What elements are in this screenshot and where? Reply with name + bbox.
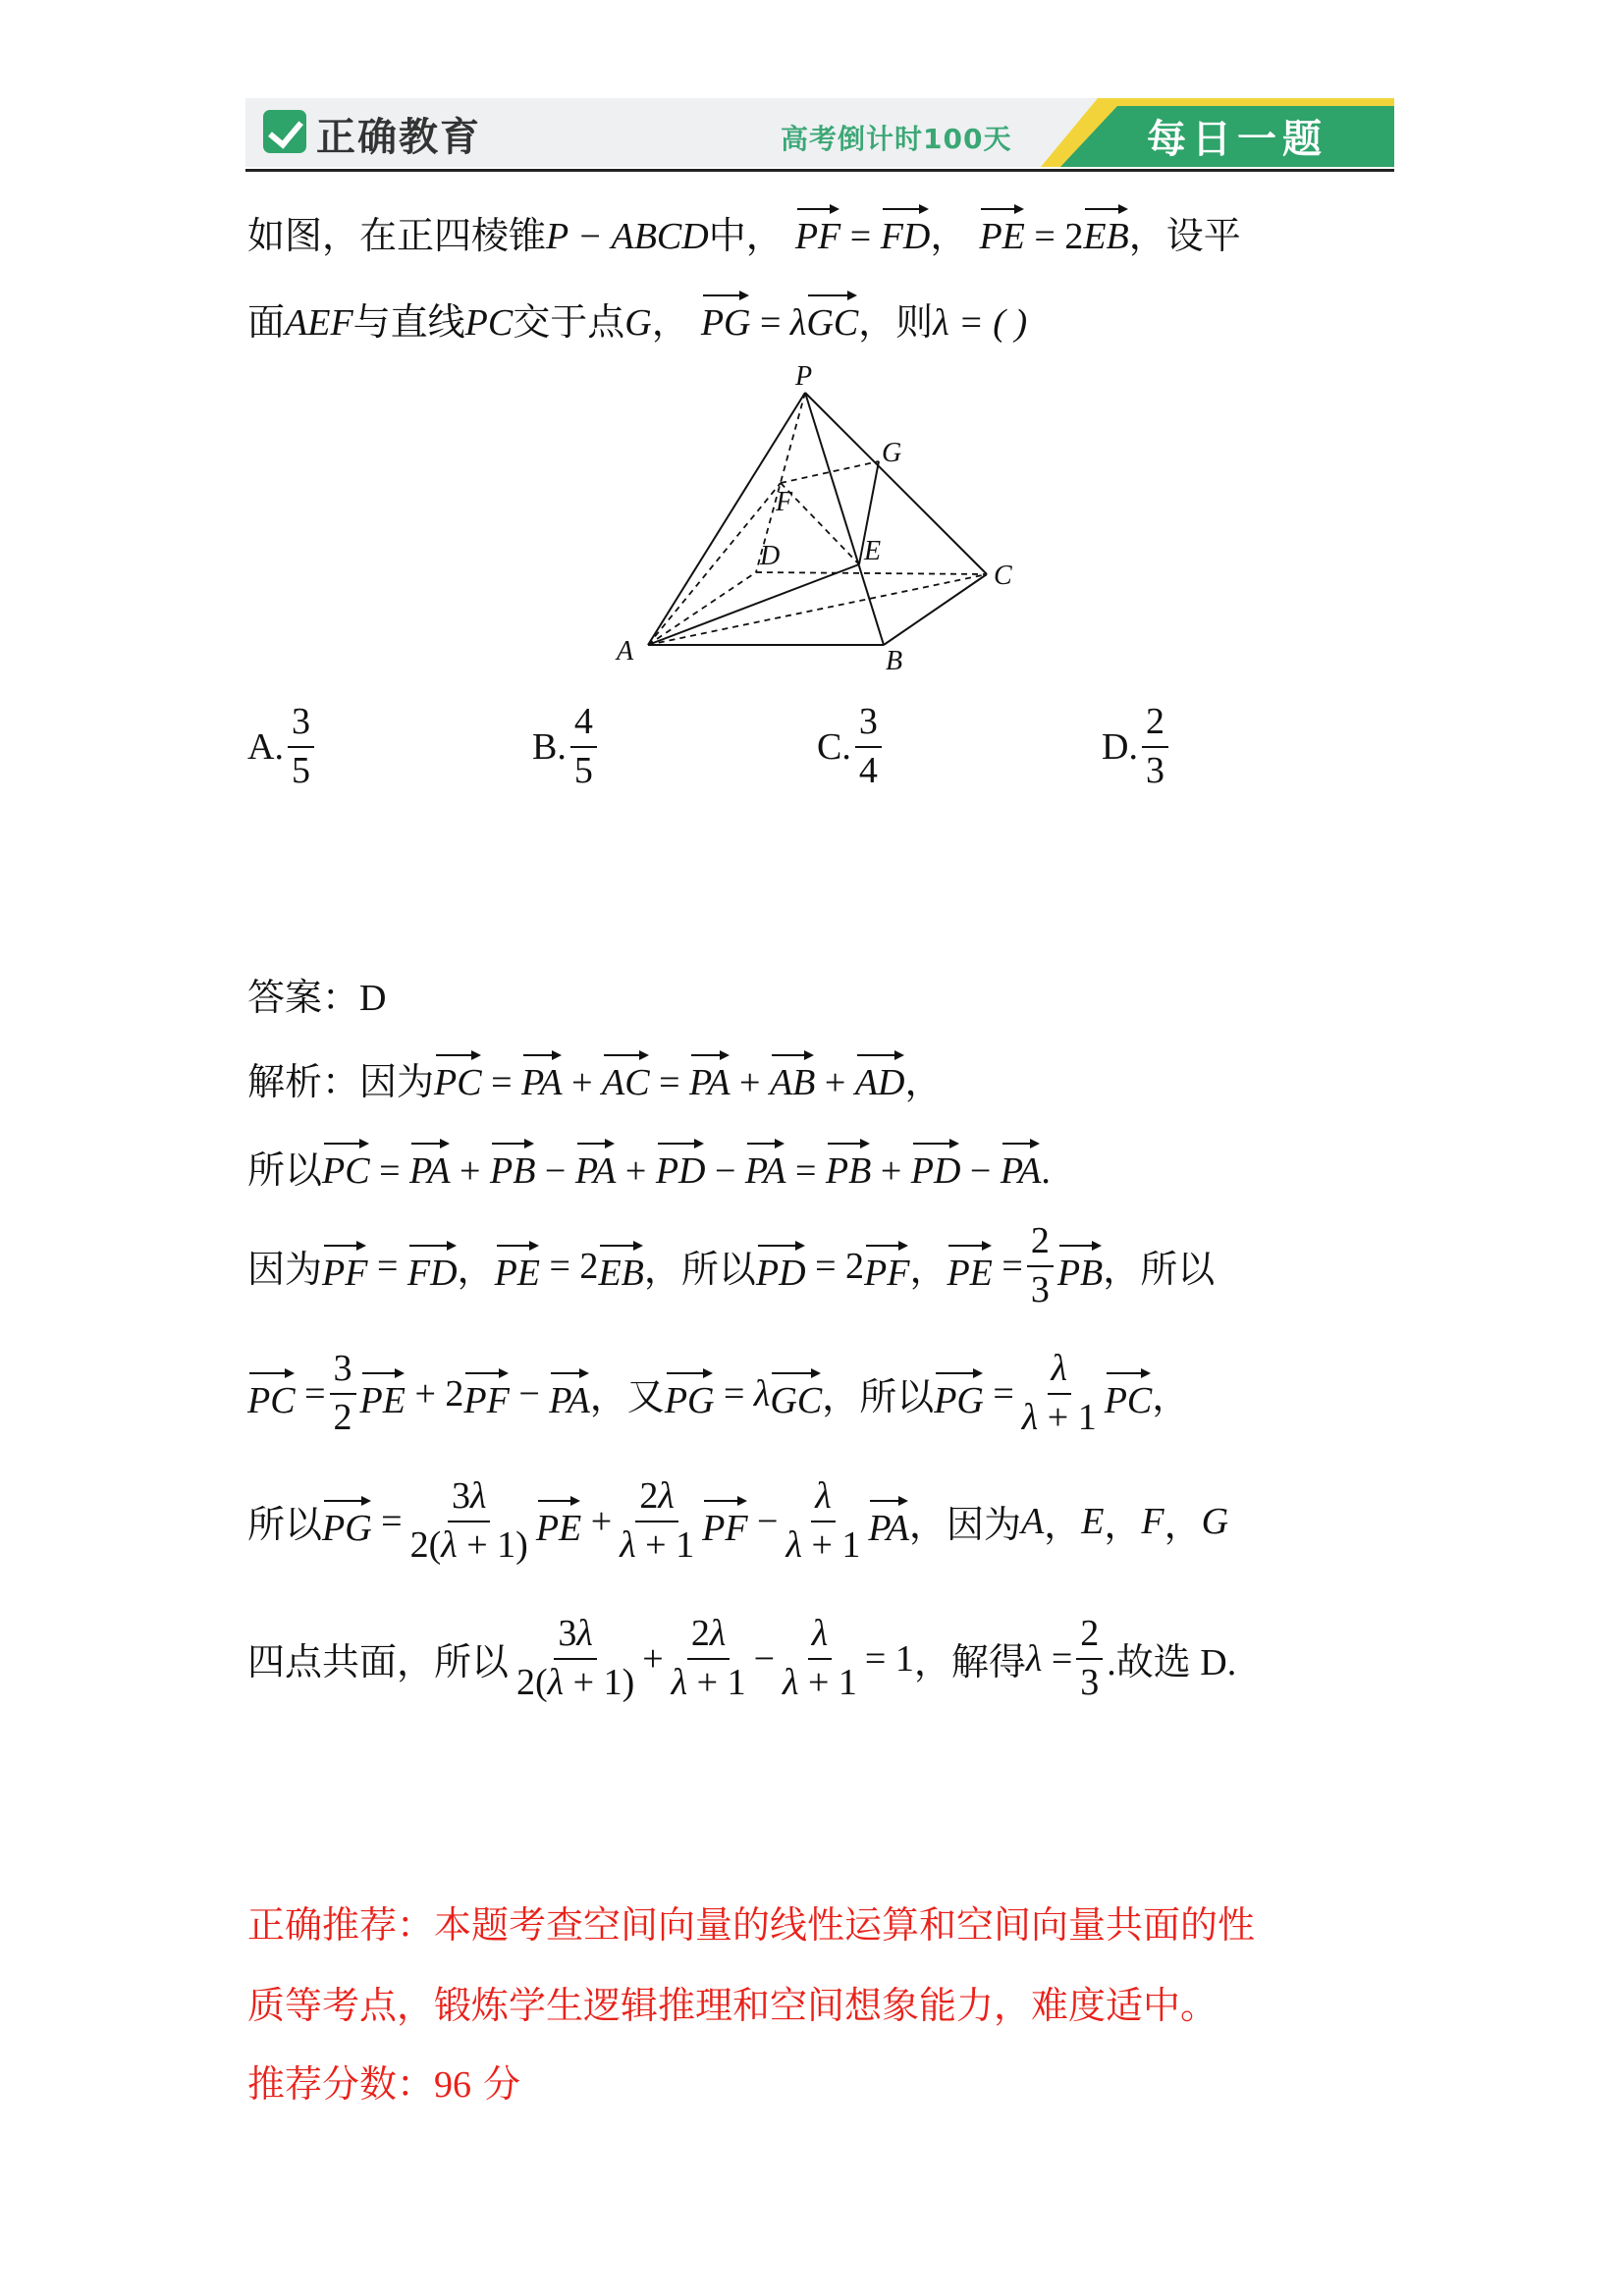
option-fraction <box>855 703 882 791</box>
question-text: ，设平 <box>1128 214 1241 257</box>
point-name: G <box>624 302 652 344</box>
denominator: 3 <box>1145 749 1164 791</box>
score-label: 推荐分数： <box>247 2062 435 2106</box>
page-header <box>245 98 1394 173</box>
answer-value: D <box>359 978 387 1019</box>
check-logo-icon <box>263 110 306 153</box>
option-b[interactable] <box>532 703 601 791</box>
plane-name: AEF <box>285 302 353 344</box>
label-f: F <box>776 487 793 517</box>
label-c: C <box>994 561 1012 591</box>
label-e: E <box>864 536 882 566</box>
daily-title: 每日一题 <box>1147 117 1327 162</box>
pyramid-name: P − ABCD <box>546 216 709 257</box>
analysis-text: 所以 <box>1140 1248 1216 1292</box>
numerator: 4 <box>570 703 597 748</box>
analysis-line-4: PC = $\frac{3}{2}$ PE + 2 PF − PA ， 又 PG = λ GC ， 所以 PG = $\frac{\lambda}{\lambda + 1}$ PC ， <box>247 1348 1190 1438</box>
line-name: PC <box>464 302 514 344</box>
analysis-line-5: 所以 PG = $\frac{3\lambda}{2(\lambda + 1)}$ PE + $\frac{2\lambda}{\lambda + 1}$ PF − $\frac{\lambda}{\lambda + 1}$ PA ， 因为 A ， E ， F ， G <box>247 1475 1229 1566</box>
pyramid-figure <box>599 363 1041 677</box>
analysis-text: 所以 <box>859 1375 935 1419</box>
question-line-1: 如图，在正四棱锥P − ABCD中， PF = FD， PE = 2EB，设平 <box>247 204 1241 259</box>
numerator: 3 <box>288 703 314 748</box>
numerator: 3 <box>855 703 882 748</box>
question-text: 面 <box>247 300 286 344</box>
pe-coefficient: 2 <box>1064 216 1084 257</box>
analysis-line-3: 因为 PF = FD ， PE = 2 EB ， 所以 PD = 2 PF ， PE = $\frac{2}{3}$ PB ， 所以 <box>247 1220 1216 1310</box>
analysis-text: 所以 <box>680 1248 756 1292</box>
option-fraction <box>570 703 597 791</box>
header-divider <box>245 169 1394 172</box>
question-line-2: 面AEF与直线PC交于点G， PG = λGC，则λ = ( ) <box>247 291 1027 346</box>
vector-gc: GC <box>806 291 858 342</box>
option-fraction <box>288 703 314 791</box>
question-intro: 如图，在正四棱锥 <box>247 214 547 257</box>
question-text: ，则 <box>858 300 934 344</box>
analysis-line-1: 解析：因为PC = PA + AC = PA + AB + AD， <box>247 1050 943 1105</box>
analysis-label: 解析： <box>247 1060 360 1103</box>
option-letter: D. <box>1102 725 1138 768</box>
option-d[interactable] <box>1102 703 1172 791</box>
label-a: A <box>617 636 634 667</box>
denominator: 4 <box>858 749 878 791</box>
denominator: 5 <box>573 749 593 791</box>
denominator: 5 <box>291 749 310 791</box>
option-c[interactable] <box>817 703 886 791</box>
label-d: D <box>760 541 781 571</box>
answer-line <box>247 967 386 1021</box>
option-a[interactable] <box>247 703 318 791</box>
edge-pa <box>648 393 805 645</box>
countdown-label: 高考倒计时100天 <box>781 123 1012 155</box>
option-letter: C. <box>817 725 851 768</box>
analysis-line-2: 所以PC = PA + PB − PA + PD − PA = PB + PD − PA. <box>247 1139 1051 1194</box>
analysis-text: 因为 <box>359 1060 435 1103</box>
analysis-text: 所以 <box>247 1148 323 1192</box>
vector-eb: EB <box>1083 204 1128 255</box>
question-ask: λ = ( ) <box>933 302 1028 344</box>
recommend-line-2: 质等考点，锻炼学生逻辑推理和空间想象能力，难度适中。 <box>247 1984 1218 2027</box>
segment-ae <box>648 564 859 645</box>
edge-pb <box>805 393 884 645</box>
label-p: P <box>795 363 813 392</box>
option-letter: A. <box>247 725 284 768</box>
separator: ， <box>930 214 968 257</box>
brand-name: 正确教育 <box>316 115 481 160</box>
analysis-text: 又 <box>626 1375 665 1419</box>
vector-pg: PG <box>701 291 751 342</box>
vector-fd: FD <box>881 204 931 255</box>
separator: ， <box>651 300 689 344</box>
label-b: B <box>886 646 903 676</box>
label-g: G <box>882 438 902 468</box>
analysis-conclusion: .故选 D. <box>1107 1642 1237 1684</box>
edge-dc <box>756 572 987 574</box>
analysis-line-6: 四点共面，所以 $\frac{3\lambda}{2(\lambda + 1)}$ + $\frac{2\lambda}{\lambda + 1}$ − $\frac{\lambda}{\lambda + 1}$ = 1 ，解得 λ = $\frac{2}{3}$ .故选 D. <box>247 1613 1237 1703</box>
answer-label: 答案： <box>247 976 360 1019</box>
score-unit: 分 <box>471 2062 521 2106</box>
question-text: 中， <box>708 214 784 257</box>
vector-pe: PE <box>979 204 1024 255</box>
option-fraction <box>1142 703 1168 791</box>
option-letter: B. <box>532 725 567 768</box>
lambda-symbol: λ <box>789 302 807 344</box>
numerator: 2 <box>1142 703 1168 748</box>
analysis-text: 因为 <box>946 1503 1021 1547</box>
recommend-line-1: 正确推荐：本题考查空间向量的线性运算和空间向量共面的性 <box>247 1903 1256 1947</box>
analysis-text: 所以 <box>247 1503 323 1547</box>
analysis-text: 因为 <box>247 1248 323 1292</box>
score-value: 96 <box>434 2064 472 2106</box>
question-text: 交于点 <box>513 300 625 344</box>
question-text: 与直线 <box>352 300 465 344</box>
analysis-text: ，解得 <box>913 1640 1026 1684</box>
vector-pf: PF <box>795 204 840 255</box>
recommend-score <box>247 2054 520 2108</box>
analysis-text: 四点共面，所以 <box>247 1640 510 1684</box>
